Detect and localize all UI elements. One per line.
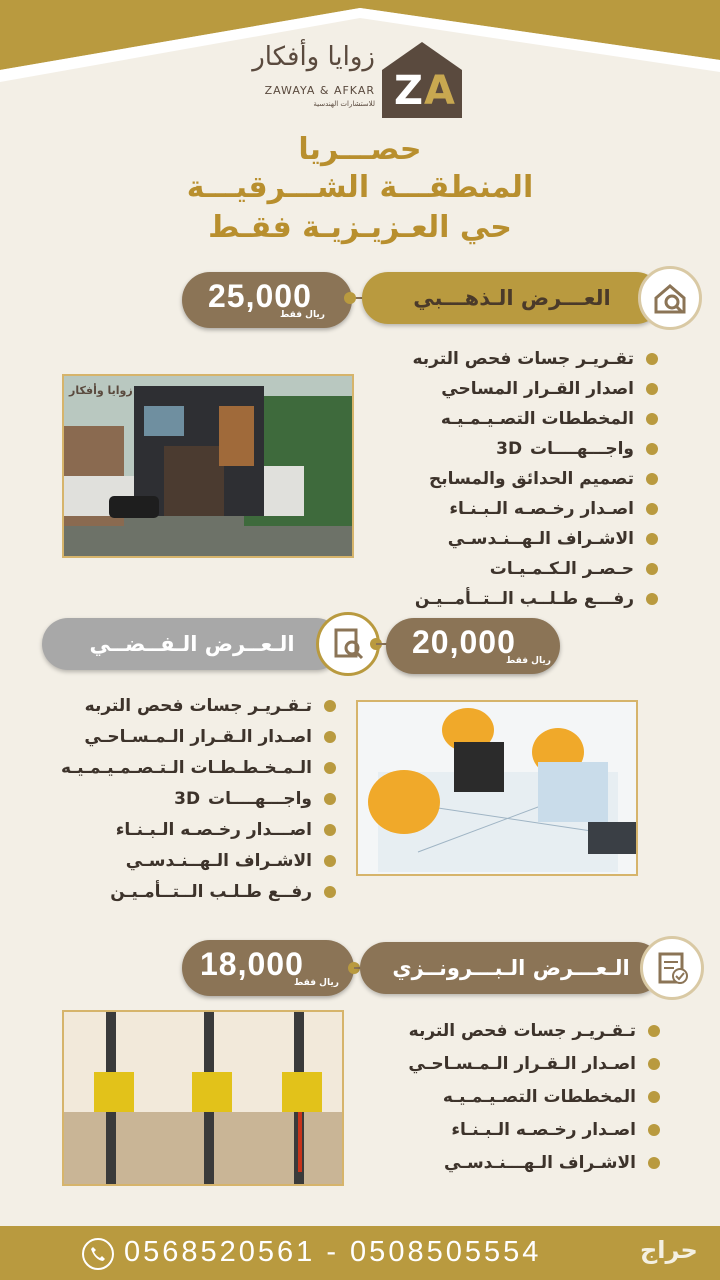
feature-item — [380, 404, 658, 434]
haraj-watermark: حراج — [640, 1236, 698, 1264]
silver-offer-title: الـعــرض الـفــضــي — [42, 618, 342, 670]
feature-item — [380, 374, 658, 404]
engineers-photo — [356, 700, 638, 876]
bullet-dot — [324, 762, 336, 774]
drilling-photo — [62, 1010, 344, 1186]
phone-icon — [82, 1238, 114, 1270]
feature-text: تـقـريـر جسات فحص التربه — [84, 695, 312, 716]
feature-text: اصـدار رخـصـه الـبـنـاء — [449, 499, 634, 519]
feature-item — [380, 1080, 660, 1113]
feature-text: رفــع طـلـب الــتــأمـيـن — [110, 881, 312, 902]
feature-text: اصـدار الـقـرار الـمـسـاحـي — [408, 1053, 636, 1074]
brand-logo — [240, 42, 470, 122]
phone-numbers[interactable]: 0568520561 - 0508505554 — [124, 1236, 542, 1268]
gold-features-list — [380, 344, 658, 614]
feature-item — [380, 494, 658, 524]
engineers-image — [358, 702, 638, 876]
feature-item — [380, 434, 658, 464]
feature-text: واجـــهــــات 3D — [496, 439, 634, 459]
gold-price-pill — [182, 272, 352, 328]
bullet-dot — [646, 503, 658, 515]
bullet-dot — [324, 793, 336, 805]
feature-text: تـقـريـر جسات فحص التربه — [408, 1020, 636, 1041]
headline-line-3: حي العـزيـزيـة فقـط — [208, 210, 512, 245]
silver-features-list — [60, 690, 336, 907]
svg-text:Z: Z — [394, 68, 424, 114]
bullet-dot — [646, 593, 658, 605]
gold-offer-title: العـــرض الـذهـــبي — [362, 272, 662, 324]
bullet-dot — [648, 1025, 660, 1037]
bullet-dot — [646, 563, 658, 575]
za-logo-icon — [380, 40, 464, 120]
bullet-dot — [648, 1058, 660, 1070]
silver-price-note: ريال فقط — [506, 656, 551, 666]
feature-item — [60, 783, 336, 814]
feature-text: اصـــدار رخـصـه الـبـنـاء — [115, 819, 312, 840]
brand-name-ar: زوايا وأفكار — [252, 42, 375, 72]
feature-text: الاشـراف الـهــنـدسـي — [447, 529, 634, 549]
feature-text: حـصـر الـكـمـيـات — [489, 559, 634, 579]
bullet-dot — [324, 855, 336, 867]
bronze-price: 18,000 — [200, 946, 304, 982]
document-search-icon — [328, 624, 368, 664]
gold-price-note: ريال فقط — [280, 310, 325, 320]
feature-text: المخططات التصـيـمـيـه — [442, 1086, 636, 1107]
house-search-icon — [650, 278, 690, 318]
feature-item — [60, 814, 336, 845]
feature-item — [380, 524, 658, 554]
feature-item — [380, 554, 658, 584]
svg-text:زوايا وأفكار: زوايا وأفكار — [69, 384, 133, 397]
feature-item — [60, 876, 336, 907]
feature-item — [60, 752, 336, 783]
gold-connector-dot — [344, 292, 356, 304]
bullet-dot — [648, 1157, 660, 1169]
bullet-dot — [646, 473, 658, 485]
brand-tagline: للاستشارات الهندسية — [313, 100, 375, 108]
feature-text: اصـدار رخـصـه الـبـنـاء — [451, 1119, 636, 1140]
feature-item — [380, 464, 658, 494]
silver-price-pill — [386, 618, 560, 674]
feature-text: الاشـراف الـهــنـدسـي — [125, 850, 312, 871]
bronze-price-pill — [182, 940, 354, 996]
bronze-features-list — [380, 1014, 660, 1179]
feature-item — [380, 344, 658, 374]
feature-item — [380, 1047, 660, 1080]
svg-text:A: A — [424, 68, 455, 114]
bronze-offer-badge — [640, 936, 704, 1000]
bullet-dot — [646, 413, 658, 425]
feature-text: الـمـخـطـطـات الـتـصـمـيـمـيـه — [61, 757, 312, 778]
feature-text: اصـدار الـقـرار الـمـسـاحـي — [84, 726, 312, 747]
clipboard-check-icon — [652, 948, 692, 988]
feature-item — [60, 721, 336, 752]
bullet-dot — [646, 383, 658, 395]
bullet-dot — [324, 700, 336, 712]
bullet-dot — [646, 533, 658, 545]
soil-drilling-image — [64, 1012, 344, 1186]
headline-line-2: المنطقـــة الشـــرقيـــة — [186, 170, 534, 205]
gold-offer-badge — [638, 266, 702, 330]
feature-text: واجـــهــــات 3D — [174, 788, 312, 809]
villa-render-image — [64, 376, 354, 558]
bullet-dot — [648, 1091, 660, 1103]
bullet-dot — [324, 731, 336, 743]
feature-text: تقـريـر جسات فحص التربه — [412, 349, 634, 369]
feature-item — [380, 1113, 660, 1146]
bronze-offer-title: الـعـــرض الـبـــرونــزي — [360, 942, 662, 994]
feature-text: رفـــع طـلــب الــتــأمــيـن — [414, 589, 634, 609]
gold-price: 25,000 — [208, 278, 312, 314]
bullet-dot — [646, 443, 658, 455]
feature-text: تصميم الحدائق والمسابح — [429, 469, 634, 489]
feature-text: الاشـراف الـهـــنـدسـي — [443, 1152, 636, 1173]
feature-item — [380, 584, 658, 614]
brand-name-en: ZAWAYA & AFKAR — [264, 84, 375, 97]
bronze-price-note: ريال فقط — [294, 978, 339, 988]
bullet-dot — [648, 1124, 660, 1136]
silver-price: 20,000 — [412, 624, 516, 660]
feature-item — [60, 690, 336, 721]
villa-photo — [62, 374, 354, 558]
feature-text: اصدار القـرار المساحي — [441, 379, 634, 399]
headline-line-1: حصـــريا — [298, 132, 422, 167]
bullet-dot — [646, 353, 658, 365]
feature-text: المخططات التصـيـمـيـه — [440, 409, 634, 429]
feature-item — [380, 1146, 660, 1179]
feature-item — [380, 1014, 660, 1047]
bullet-dot — [324, 824, 336, 836]
bullet-dot — [324, 886, 336, 898]
contact-footer — [0, 1226, 720, 1280]
feature-item — [60, 845, 336, 876]
